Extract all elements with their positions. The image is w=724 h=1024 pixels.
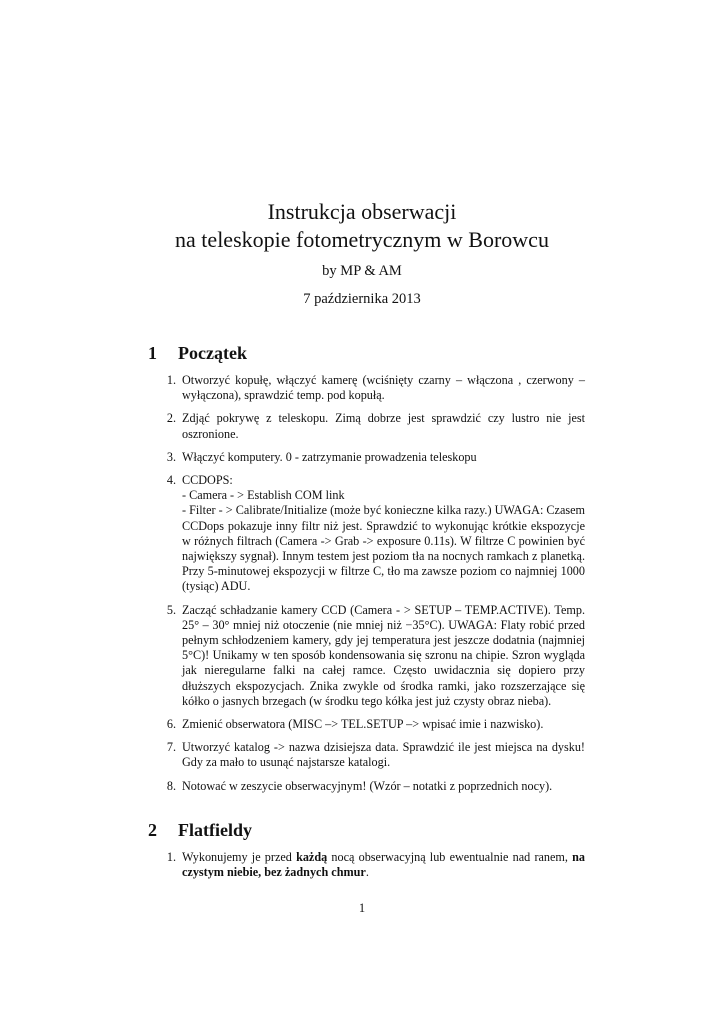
document-author: by MP & AM [322, 263, 402, 279]
list-item-number: 4. [166, 473, 176, 488]
section-1-list [152, 373, 585, 802]
list-item-text: Notować w zeszycie obserwacyjnym! (Wzór – notatki z poprzednich nocy). [182, 778, 553, 793]
list-item-number: 1. [166, 373, 176, 387]
bold-text: na czystym niebie, bez żadnych chmur [182, 850, 586, 880]
list-item-text: nocą obserwacyjną lub ewentualnie nad ranem, [327, 850, 573, 864]
section-heading-flatfieldy [148, 818, 252, 842]
document-title-line2: na teleskopie fotometrycznym w Borowcu [175, 227, 549, 252]
list-item-number: 1. [166, 850, 176, 864]
section-title: Flatfieldy [178, 820, 252, 840]
list-item [152, 779, 585, 794]
list-item-text: Zdjąć pokrywę z teleskopu. Zimą dobrze jest sprawdzić czy lustro nie jest oszronione. [182, 411, 585, 441]
list-item-text: Zacząć schładzanie kamery CCD (Camera - > SETUP – TEMP.ACTIVE). Temp. 25° – 30° mniej niż otoczenie (nie mniej niż −35°C). UWAGA: Flaty robić przed pełnym schłodzeniem kamery, gdy jej temperatura jest jeszcze dodatnia (najmniej 5°C)! Unikamy w ten sposób kondensowania się szronu na chipie. Szron wygląda jak nieregularne falki na całej ramce. Często uwidacznia się dopiero przy dłuższych ekspozycjach. Znika zwykle od środka ramki, jako rozszerzające się kółko o jasnych brzegach (w środku tego kółka jest już czysty obraz nieba). [182, 602, 585, 708]
list-item-text: Utworzyć katalog -> nazwa dzisiejsza data. Sprawdzić ile jest miejsca na dysku! Gdy za mało to usunąć najstarsze katalogi. [182, 740, 585, 770]
list-item-text: Włączyć komputery. 0 - zatrzymanie prowadzenia teleskopu [182, 449, 477, 464]
list-item-number: 6. [166, 717, 176, 732]
list-item [152, 473, 585, 595]
section-number: 2 [148, 820, 157, 840]
list-item [152, 740, 585, 770]
list-item-number: 8. [166, 778, 176, 793]
list-item-line: - Filter - > Calibrate/Initialize (może być konieczne kilka razy.) UWAGA: Czasem CCDops pokazuje inny filtr niż jest. Sprawdzić to wykonując krótkie ekspozycje w różnych filtrach (Camera -> Grab -> exposure 0.11s). W filtrze C powinien być największy sygnał). Innym testem jest poziom tła na nocnych ramkach z planetką. Przy 5-minutowej ekspozycji w filtrze C, tło ma zawsze poziom co najmniej 1000 (tysiąc) ADU. [182, 503, 585, 594]
list-item-text: . [365, 865, 369, 880]
list-item [152, 603, 585, 709]
list-item-number: 7. [166, 740, 176, 755]
list-item [152, 717, 585, 732]
section-heading-poczatek [148, 341, 247, 365]
list-item-number: 3. [166, 449, 176, 464]
document-title-line1: Instrukcja obserwacji [267, 199, 457, 224]
page-number: 1 [358, 901, 366, 915]
bold-text: każdą [296, 850, 328, 864]
list-item [152, 450, 585, 465]
list-item-number: 5. [166, 602, 176, 617]
list-item-line: CCDOPS: [182, 473, 233, 488]
list-item-text: Wykonujemy je przed [182, 850, 297, 864]
section-title: Początek [178, 343, 247, 363]
list-item-text: Otworzyć kopułę, włączyć kamerę (wciśnięty czarny – włączona , czerwony – wyłączona), sprawdzić temp. pod kopułą. [182, 373, 585, 403]
list-item [152, 373, 585, 403]
section-2-list [152, 850, 585, 888]
list-item-text: Zmienić obserwatora (MISC –> TEL.SETUP –> wpisać imie i nazwisko). [182, 717, 544, 732]
list-item-number: 2. [166, 411, 176, 426]
document-date: 7 października 2013 [303, 291, 421, 307]
list-item [152, 411, 585, 441]
section-number: 1 [148, 343, 157, 363]
list-item [152, 850, 585, 880]
list-item-line: - Camera - > Establish COM link [182, 488, 345, 503]
